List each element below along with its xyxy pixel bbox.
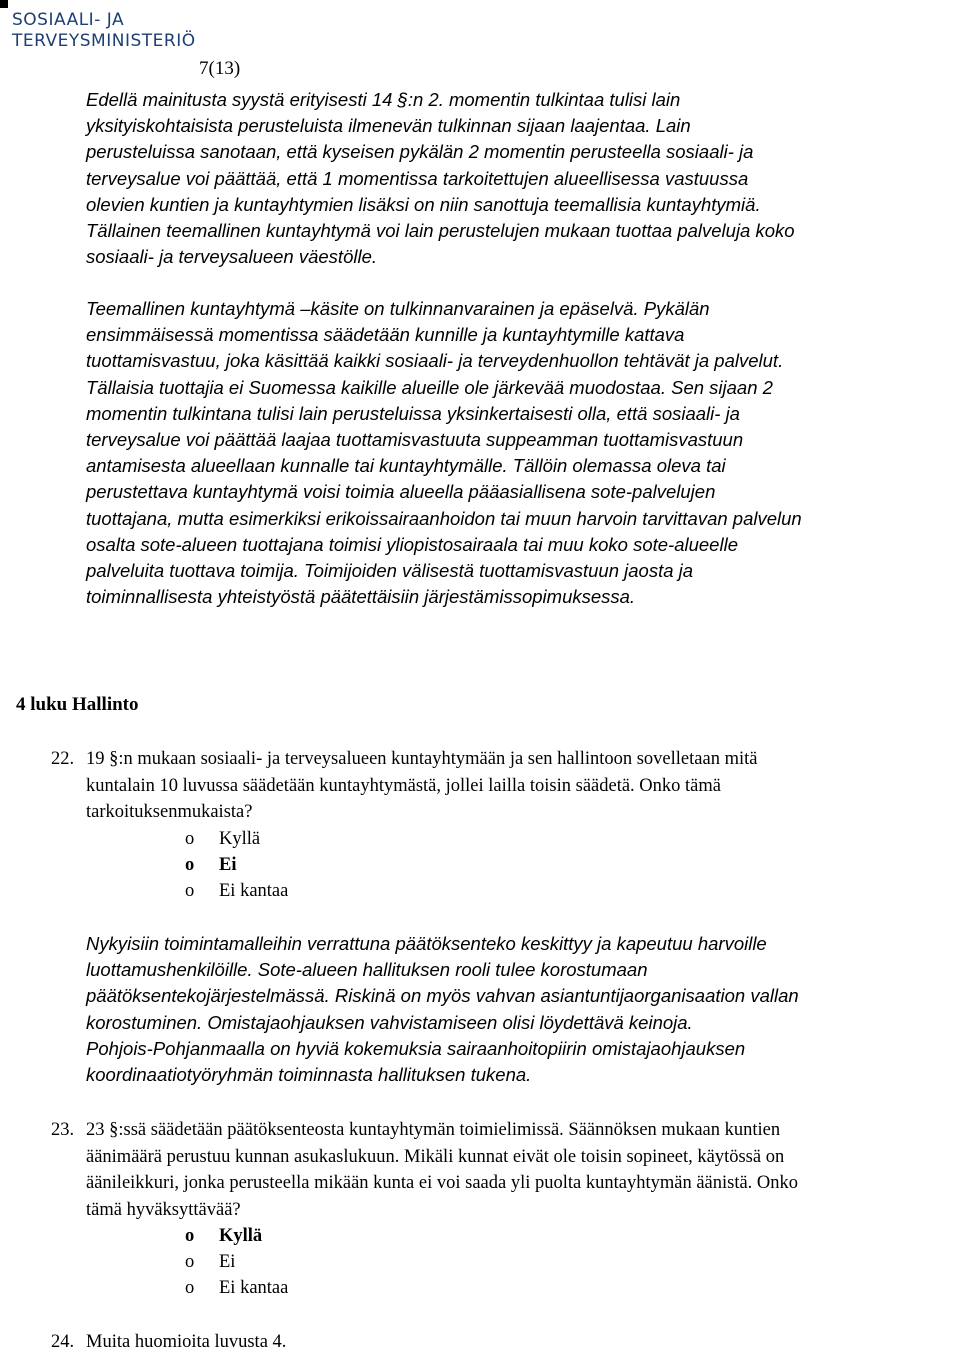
question-line: äänileikkuri, jonka perusteella mikään kunta ei voi saada yli puolta kuntayhtymän äänistä. Onko xyxy=(86,1173,799,1193)
option-label: Kyllä xyxy=(219,829,261,849)
option-label: Ei xyxy=(219,1252,236,1272)
paragraph-line: Tällainen teemallinen kuntayhtymä voi lain perustelujen mukaan tuottaa palveluja koko xyxy=(86,220,795,242)
bullet-icon: o xyxy=(185,1226,195,1246)
paragraph-line: Teemallinen kuntayhtymä –käsite on tulkinnanvarainen ja epäselvä. Pykälän xyxy=(86,298,710,319)
paragraph-line: tuottajana, mutta esimerkiksi erikoissairaanhoidon tai muun harvoin tarvittavan palvelun xyxy=(86,507,802,529)
question-line: 19 §:n mukaan sosiaali- ja terveysalueen kuntayhtymään ja sen hallintoon sovelletaan mitä xyxy=(86,749,758,769)
bullet-icon: o xyxy=(185,1252,195,1272)
question-23-text xyxy=(86,1117,798,1223)
bullet-icon: o xyxy=(185,881,195,901)
q23-option-no-opinion[interactable] xyxy=(185,1275,288,1301)
question-line: kuntalain 10 luvussa säädetään kuntayhtymästä, jollei lailla toisin säädetä. Onko tämä xyxy=(86,775,721,796)
paragraph-line: terveysalue voi päättää laajaa tuottamisvastuuta suppeamman tuottamisvastuun xyxy=(86,429,744,451)
comment-22 xyxy=(86,931,960,1088)
paragraph-line: perustettava kuntayhtymä voisi toimia alueella pääasiallisena sote-palvelujen xyxy=(86,481,716,503)
q22-option-yes[interactable] xyxy=(185,826,260,852)
paragraph-line: momentin tulkintana tulisi lain perusteluissa yksinkertaisesti olla, että sosiaali- ja xyxy=(86,402,740,424)
paragraph-line: tuottamisvastuu, joka käsittää kaikki sosiaali- ja terveydenhuollon tehtävät ja palvelut. xyxy=(86,350,784,372)
comment-line: Nykyisiin toimintamalleihin verrattuna päätöksenteko keskittyy ja kapeutuu harvoille xyxy=(86,933,767,954)
q22-option-no-selected[interactable] xyxy=(185,852,236,878)
paragraph-line: olevien kuntien ja kuntayhtymien lisäksi on niin sanottuja teemallisia kuntayhtymiä. xyxy=(86,193,761,215)
question-24-text: Muita huomioita luvusta 4. xyxy=(86,1332,287,1352)
logo-line-1: SOSIAALI- JA xyxy=(12,10,125,30)
option-label: Ei kantaa xyxy=(219,881,289,901)
paragraph-2 xyxy=(86,296,960,610)
paragraph-line: perusteluissa sanotaan, että kyseisen pykälän 2 momentin perusteella sosiaali- ja xyxy=(86,141,754,163)
paragraph-line: terveysalue voi päättää, että 1 momentissa tarkoitettujen alueellisessa vastuussa xyxy=(86,167,749,189)
ministry-logo xyxy=(12,10,196,52)
question-23-number: 23. xyxy=(51,1120,75,1140)
question-line: 23 §:ssä säädetään päätöksenteosta kuntayhtymän toimielimissä. Säännöksen mukaan kuntien xyxy=(86,1120,781,1140)
paragraph-line: antamisesta alueellaan kunnalle tai kuntayhtymälle. Tällöin olemassa oleva tai xyxy=(86,455,726,477)
paragraph-line: palveluita tuottava toimija. Toimijoiden välisestä tuottamisvastuun jaosta ja xyxy=(86,560,694,582)
paragraph-line: osalta sote-alueen tuottajana toimisi yliopistosairaala tai muu koko sote-alueelle xyxy=(86,533,738,555)
question-22-text xyxy=(86,746,757,826)
q23-option-yes-selected[interactable] xyxy=(185,1223,262,1249)
paragraph-line: sosiaali- ja terveysalueen väestölle. xyxy=(86,246,378,268)
question-24-number: 24. xyxy=(51,1332,75,1352)
paragraph-1 xyxy=(86,87,960,270)
comment-line: luottamushenkilöille. Sote-alueen hallituksen rooli tulee korostumaan xyxy=(86,959,648,981)
logo-line-2: TERVEYSMINISTERIÖ xyxy=(12,31,196,51)
option-label: Ei kantaa xyxy=(219,1278,289,1298)
comment-line: Pohjois-Pohjanmaalla on hyviä kokemuksia sairaanhoitopiirin omistajaohjauksen xyxy=(86,1037,746,1059)
paragraph-line: Tällaisia tuottajia ei Suomessa kaikille alueille ole järkevää muodostaa. Sen sijaan 2 xyxy=(86,376,773,398)
paragraph-line: Edellä mainitusta syystä erityisesti 14 §:n 2. momentin tulkintaa tulisi lain xyxy=(86,89,681,110)
comment-line: korostuminen. Omistajaohjauksen vahvistamiseen olisi löydettävä keinoja. xyxy=(86,1011,693,1033)
question-line: tämä hyväksyttävää? xyxy=(86,1199,241,1220)
logo-square-icon xyxy=(0,0,8,8)
bullet-icon: o xyxy=(185,1278,195,1298)
paragraph-line: toiminnallisesta yhteistyöstä päätettäisiin järjestämissopimuksessa. xyxy=(86,586,636,608)
comment-line: päätöksentekojärjestelmässä. Riskinä on myös vahvan asiantuntijaorganisaation vallan xyxy=(86,985,799,1007)
page-number: 7(13) xyxy=(199,58,241,79)
option-label: Kyllä xyxy=(219,1226,263,1246)
paragraph-line: ensimmäisessä momentissa säädetään kunnille ja kuntayhtymille kattava xyxy=(86,324,685,346)
bullet-icon: o xyxy=(185,855,195,875)
chapter-heading: 4 luku Hallinto xyxy=(16,694,139,715)
q23-option-no[interactable] xyxy=(185,1249,235,1275)
question-line: tarkoituksenmukaista? xyxy=(86,802,253,822)
bullet-icon: o xyxy=(185,829,195,849)
q22-option-no-opinion[interactable] xyxy=(185,878,288,904)
paragraph-line: yksityiskohtaisista perusteluista ilmenevän tulkinnan sijaan laajentaa. Lain xyxy=(86,115,691,137)
option-label: Ei xyxy=(219,855,237,875)
question-line: äänimäärä perustuu kunnan asukaslukuun. Mikäli kunnat eivät ole toisin sopineet, käytössä on xyxy=(86,1146,785,1167)
question-22-number: 22. xyxy=(51,749,75,769)
comment-line: koordinaatiotyöryhmän toiminnasta hallituksen tukena. xyxy=(86,1064,532,1086)
